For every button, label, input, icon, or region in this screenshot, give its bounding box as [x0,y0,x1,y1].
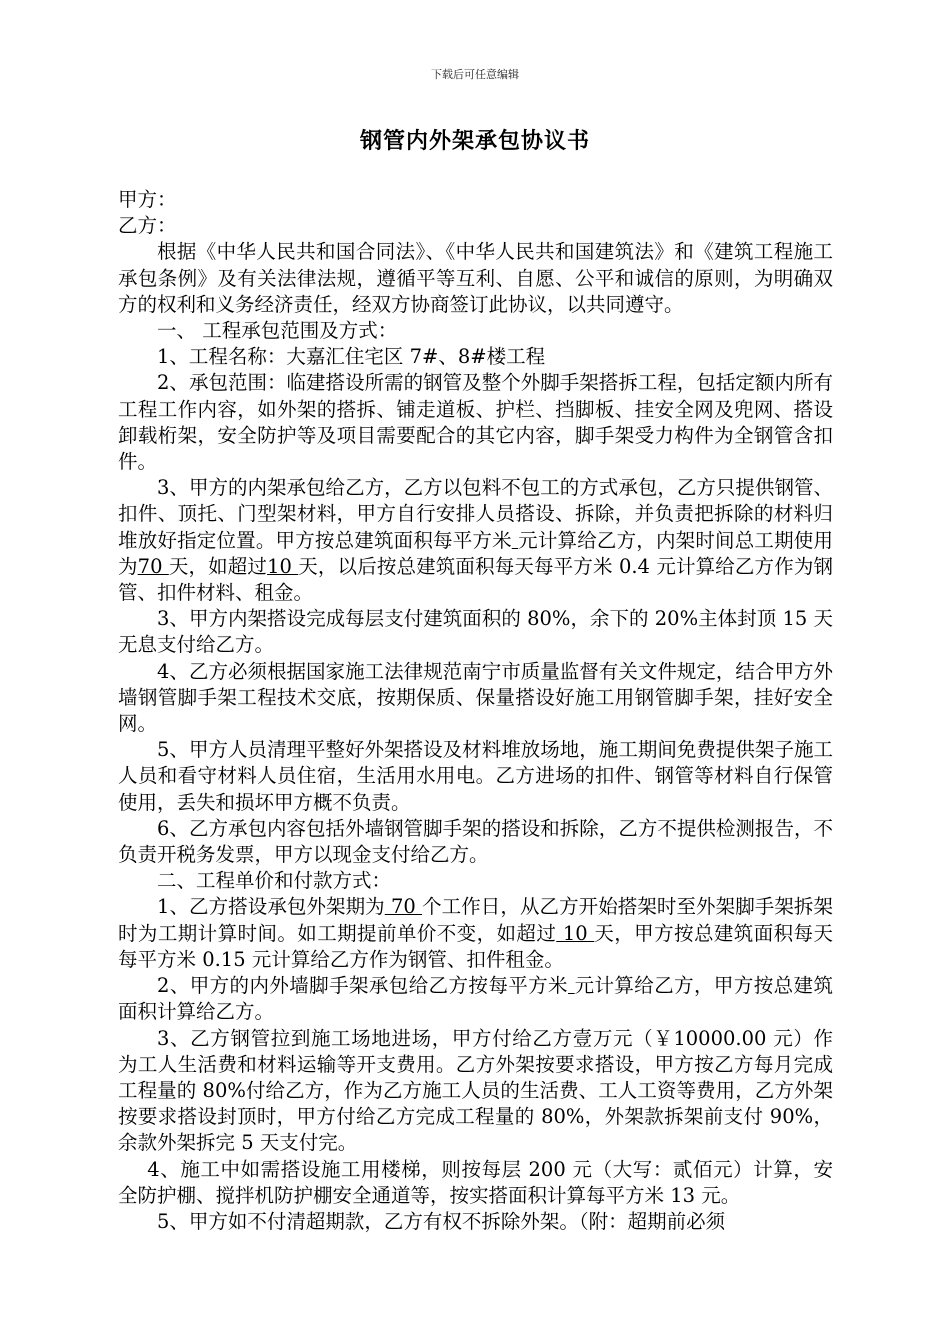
item-3-text-d: 天，以后按总建筑面积每天每平方米 0.4 元计算给乙方作为钢管、扣件材料、租金。 [118,554,833,605]
party-b-line: 乙方： [118,214,177,238]
header-note: 下载后可任意编辑 [431,68,519,81]
section-1-heading: 一、 工程承包范围及方式： [157,319,398,343]
item-3-text-a: 3、甲方的内架承包给乙方，乙方以包料不包工的方式承包，乙方只提供钢管、扣件、顶托、门型架材料，甲方自行安排人员搭设、拆除，并负责把拆除的材料归堆放好指定位置。甲方按总建筑面积每平方米 [118,476,833,552]
section-1-item-6: 6、乙方承包内容包括外墙钢管脚手架的搭设和拆除，乙方不提供检测报告，不负责开税务发票，甲方以现金支付给乙方。 [118,816,833,867]
s2-item-1-text-b: 个工作日，从乙方开始搭架时至外架脚手架拆架时为工期计算时间。如工期提前单价不变，如超过 [118,895,833,945]
section-2-heading: 二、工程单价和付款方式： [157,869,392,893]
section-2-item-2 [118,973,833,1025]
section-2-item-3: 3、乙方钢管拉到施工场地进场，甲方付给乙方壹万元（￥10000.00 元）作为工人生活费和材料运输等开支费用。乙方外架按要求搭设，甲方按乙方每月完成工程量的 80%付给乙方，作为乙方施工人员的生活费、工人工资等费用，乙方外架按要求搭设封顶时，甲方付给乙方完成工程量的 80%，外架款拆架前支付 90%，余款外架拆完 5 天支付完。 [118,1026,833,1155]
section-2-item-4: 4、施工中如需搭设施工用楼梯，则按每层 200 元（大写：贰佰元）计算，安全防护棚、搅拌机防护棚安全通道等，按实搭面积计算每平方米 13 元。 [118,1157,833,1207]
item-3-text-b: 元计算给乙方，内架时间总工期使用为 [118,528,833,578]
period-days: 70 [137,554,169,578]
s2-item-1-text-c: 天，甲方按总建筑面积每天每平方米 0.15 元计算给乙方作为钢管、扣件租金。 [118,921,833,971]
section-1-item-3b: 3、甲方内架搭设完成每层支付建筑面积的 80%，余下的 20%主体封顶 15 天无息支付给乙方。 [118,607,833,657]
section-1-item-5: 5、甲方人员清理平整好外架搭设及材料堆放场地，施工期间免费提供架子施工人员和看守材料人员住宿，生活用水用电。乙方进场的扣件、钢管等材料自行保管使用，丢失和损坏甲方概不负责。 [118,738,833,814]
section-1-item-3 [118,475,833,606]
overdue-days: 10 [267,554,299,578]
section-2-item-5: 5、甲方如不付清超期款，乙方有权不拆除外架。（附：超期前必须 [157,1209,726,1233]
section-2-item-1 [118,894,833,973]
s2-item-2-text-a: 2、甲方的内外墙脚手架承包给乙方按每平方米 [157,974,568,998]
s2-period-days: 70 [384,895,423,919]
item-3-text-c: 天，如超过 [168,554,268,578]
section-1-item-1: 1、工程名称：大嘉汇住宅区 7#、8#楼工程 [157,345,546,369]
section-1-item-2: 2、承包范围：临建搭设所需的钢管及整个外脚手架搭拆工程，包括定额内所有工程工作内容，如外架的搭拆、铺走道板、护栏、挡脚板、挂安全网及兜网、搭设卸载桁架，安全防护等及项目需要配合的其它内容，脚手架受力构件为全钢管含扣件。 [118,371,833,474]
s2-item-1-text-a: 1、乙方搭设承包外架期为 [157,895,385,919]
s2-price-blank [568,974,575,997]
s2-item-2-text-b: 元计算给乙方，甲方按总建筑面积计算给乙方。 [118,974,833,1024]
document-body [118,187,833,1235]
party-a-line: 甲方： [118,188,177,211]
s2-overdue-days: 10 [556,921,595,945]
preamble-paragraph: 根据《中华人民共和国合同法》、《中华人民共和国建筑法》和《建筑工程施工承包条例》及有关法律法规，遵循平等互利、自愿、公平和诚信的原则，为明确双方的权利和义务经济责任，经双方协商签订此协议，以共同遵守。 [118,240,833,316]
document-title: 钢管内外架承包协议书 [359,128,590,154]
section-1-item-4: 4、乙方必须根据国家施工法律规范南宁市质量监督有关文件规定，结合甲方外墙钢管脚手架工程技术交底，按期保质、保量搭设好施工用钢管脚手架，挂好安全网。 [118,659,833,736]
